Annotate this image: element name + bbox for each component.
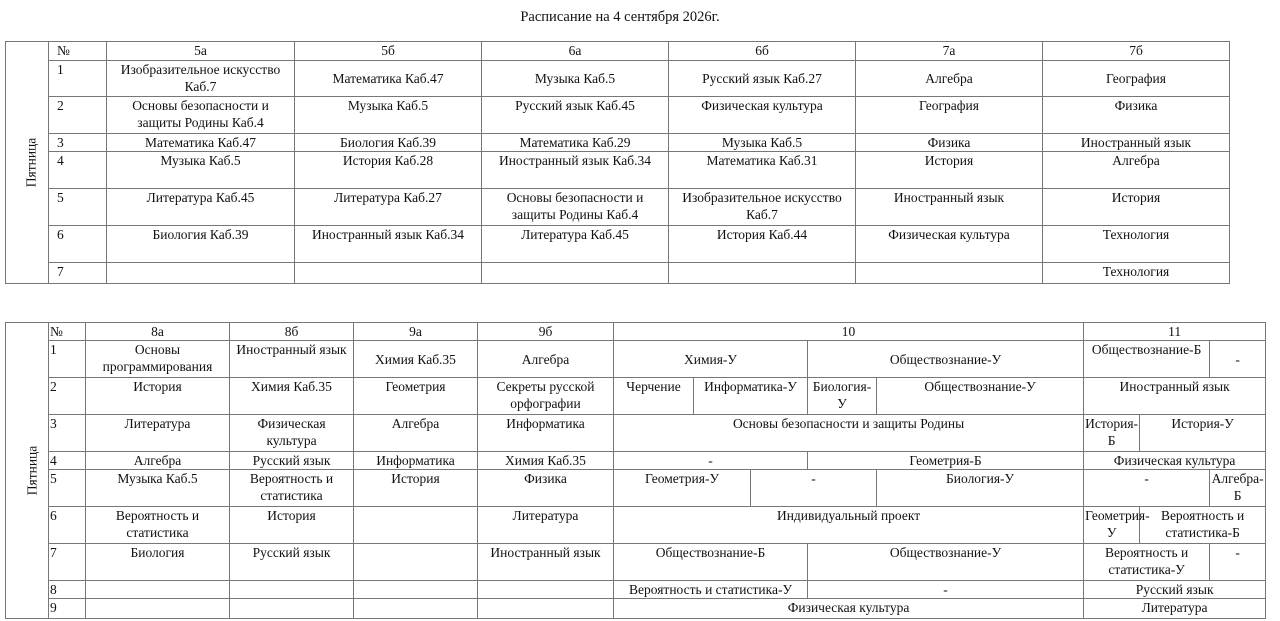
lesson-cell: - xyxy=(751,470,877,507)
lesson-cell: Биология Каб.39 xyxy=(295,134,482,152)
table-row xyxy=(6,452,1266,470)
number-header: № xyxy=(49,323,86,341)
table-row xyxy=(6,415,1266,452)
lesson-cell: Музыка Каб.5 xyxy=(107,152,295,189)
class-header: 7б xyxy=(1043,42,1230,61)
table-row xyxy=(6,263,1230,284)
lesson-cell: Русский язык xyxy=(230,452,354,470)
lesson-cell: История xyxy=(856,152,1043,189)
lesson-cell: Физическая культура xyxy=(856,226,1043,263)
lesson-cell xyxy=(354,507,478,544)
class-header: 8б xyxy=(230,323,354,341)
lesson-cell: Основы безопасности и защиты Родины xyxy=(614,415,1084,452)
lesson-cell: Иностранный язык xyxy=(230,341,354,378)
table-row xyxy=(6,581,1266,599)
class-header: 11 xyxy=(1084,323,1266,341)
table-row xyxy=(6,61,1230,97)
lesson-cell: Информатика-У xyxy=(694,378,808,415)
lesson-cell: Иностранный язык xyxy=(1043,134,1230,152)
lesson-cell: История Каб.28 xyxy=(295,152,482,189)
lesson-cell: Биология-У xyxy=(808,378,877,415)
lesson-cell: Русский язык Каб.45 xyxy=(482,97,669,134)
class-header: 10 xyxy=(614,323,1084,341)
lesson-cell: Физическая культура xyxy=(1084,452,1266,470)
lesson-cell: Секреты русской орфографии xyxy=(478,378,614,415)
lesson-number: 3 xyxy=(49,134,107,152)
lesson-cell: Вероятность и статистика xyxy=(86,507,230,544)
lesson-cell: Русский язык xyxy=(1084,581,1266,599)
lesson-cell: Биология xyxy=(86,544,230,581)
lesson-cell xyxy=(230,581,354,599)
lesson-cell: Физическая культура xyxy=(669,97,856,134)
lesson-cell: Вероятность и статистика xyxy=(230,470,354,507)
lesson-cell: Биология-У xyxy=(877,470,1084,507)
lesson-cell: Индивидуальный проект xyxy=(614,507,1084,544)
lesson-cell: Информатика xyxy=(478,415,614,452)
lesson-cell: Русский язык xyxy=(230,544,354,581)
lesson-cell: Алгебра-Б xyxy=(1210,470,1266,507)
lesson-cell: Иностранный язык xyxy=(856,189,1043,226)
lesson-cell: Химия Каб.35 xyxy=(230,378,354,415)
lesson-number: 7 xyxy=(49,544,86,581)
lesson-number: 1 xyxy=(49,341,86,378)
lesson-cell: Литература xyxy=(86,415,230,452)
lesson-cell: Иностранный язык xyxy=(1084,378,1266,415)
lesson-cell: Физическая культура xyxy=(230,415,354,452)
lesson-cell: Изобразительное искусство Каб.7 xyxy=(669,189,856,226)
lesson-cell: Музыка Каб.5 xyxy=(86,470,230,507)
lesson-cell xyxy=(478,599,614,619)
class-header: 6б xyxy=(669,42,856,61)
lesson-cell: Литература Каб.45 xyxy=(107,189,295,226)
lesson-number: 8 xyxy=(49,581,86,599)
lesson-cell: Биология Каб.39 xyxy=(107,226,295,263)
lesson-cell: - xyxy=(808,581,1084,599)
lesson-cell: Геометрия-У xyxy=(1084,507,1140,544)
lesson-number: 9 xyxy=(49,599,86,619)
lesson-cell: Изобразительное искусство Каб.7 xyxy=(107,61,295,97)
lesson-cell xyxy=(295,263,482,284)
lesson-cell: Физика xyxy=(478,470,614,507)
lesson-cell: Технология xyxy=(1043,263,1230,284)
table-row xyxy=(6,152,1230,189)
lesson-number: 6 xyxy=(49,226,107,263)
schedule-table-grades-8-11 xyxy=(5,322,1266,619)
lesson-cell: Математика Каб.47 xyxy=(107,134,295,152)
page-title: Расписание на 4 сентября 2026г. xyxy=(520,9,720,25)
lesson-cell: Алгебра xyxy=(354,415,478,452)
table-row xyxy=(6,97,1230,134)
lesson-cell: Вероятность и статистика-Б xyxy=(1140,507,1266,544)
table-row xyxy=(6,470,1266,507)
lesson-cell: Музыка Каб.5 xyxy=(295,97,482,134)
lesson-cell: История-У xyxy=(1140,415,1266,452)
lesson-cell: Литература Каб.45 xyxy=(482,226,669,263)
lesson-cell: Русский язык Каб.27 xyxy=(669,61,856,97)
lesson-cell: Обществознание-У xyxy=(808,341,1084,378)
lesson-cell: Математика Каб.29 xyxy=(482,134,669,152)
lesson-cell: Геометрия-Б xyxy=(808,452,1084,470)
class-header: 6а xyxy=(482,42,669,61)
table-row xyxy=(6,226,1230,263)
lesson-cell: История-Б xyxy=(1084,415,1140,452)
lesson-cell: Литература Каб.27 xyxy=(295,189,482,226)
table-row xyxy=(6,189,1230,226)
lesson-cell: Иностранный язык Каб.34 xyxy=(482,152,669,189)
day-label: Пятница xyxy=(24,445,40,496)
lesson-cell: - xyxy=(614,452,808,470)
class-header: 5б xyxy=(295,42,482,61)
schedule-table-grades-5-7 xyxy=(5,41,1230,284)
lesson-cell: Физика xyxy=(856,134,1043,152)
lesson-cell xyxy=(478,581,614,599)
lesson-cell: - xyxy=(1210,341,1266,378)
table-row xyxy=(6,341,1266,378)
lesson-cell: История xyxy=(354,470,478,507)
lesson-cell: География xyxy=(1043,61,1230,97)
lesson-number: 1 xyxy=(49,61,107,97)
lesson-cell: Вероятность и статистика-У xyxy=(614,581,808,599)
lesson-number: 6 xyxy=(49,507,86,544)
lesson-number: 5 xyxy=(49,189,107,226)
lesson-cell: История xyxy=(230,507,354,544)
lesson-cell: Физическая культура xyxy=(614,599,1084,619)
lesson-cell: Иностранный язык Каб.34 xyxy=(295,226,482,263)
lesson-cell: Геометрия xyxy=(354,378,478,415)
lesson-cell xyxy=(482,263,669,284)
lesson-cell: Обществознание-У xyxy=(808,544,1084,581)
lesson-cell: География xyxy=(856,97,1043,134)
class-header: 9б xyxy=(478,323,614,341)
class-header: 8а xyxy=(86,323,230,341)
lesson-cell: Основы программирования xyxy=(86,341,230,378)
lesson-cell: Обществознание-У xyxy=(877,378,1084,415)
lesson-number: 5 xyxy=(49,470,86,507)
lesson-cell: Основы безопасности и защиты Родины Каб.4 xyxy=(107,97,295,134)
lesson-cell: Геометрия-У xyxy=(614,470,751,507)
class-header: 7а xyxy=(856,42,1043,61)
lesson-cell: Технология xyxy=(1043,226,1230,263)
day-cell xyxy=(6,323,49,619)
lesson-number: 7 xyxy=(49,263,107,284)
lesson-cell: Обществознание-Б xyxy=(1084,341,1210,378)
lesson-cell xyxy=(669,263,856,284)
lesson-cell: Химия Каб.35 xyxy=(478,452,614,470)
lesson-cell: Музыка Каб.5 xyxy=(482,61,669,97)
lesson-cell: Алгебра xyxy=(856,61,1043,97)
lesson-cell: Основы безопасности и защиты Родины Каб.4 xyxy=(482,189,669,226)
lesson-cell xyxy=(354,544,478,581)
lesson-cell: Алгебра xyxy=(86,452,230,470)
lesson-cell: Математика Каб.31 xyxy=(669,152,856,189)
lesson-cell: Музыка Каб.5 xyxy=(669,134,856,152)
lesson-cell: - xyxy=(1084,470,1210,507)
lesson-cell: Алгебра xyxy=(478,341,614,378)
lesson-cell: Алгебра xyxy=(1043,152,1230,189)
day-label: Пятница xyxy=(23,137,39,188)
lesson-cell: История Каб.44 xyxy=(669,226,856,263)
class-header: 9а xyxy=(354,323,478,341)
lesson-cell xyxy=(354,599,478,619)
lesson-cell: Литература xyxy=(1084,599,1266,619)
table-row xyxy=(6,378,1266,415)
number-header: № xyxy=(49,42,107,61)
table-row xyxy=(6,134,1230,152)
lesson-cell: - xyxy=(1210,544,1266,581)
lesson-cell xyxy=(354,581,478,599)
lesson-cell: Вероятность и статистика-У xyxy=(1084,544,1210,581)
lesson-cell: Математика Каб.47 xyxy=(295,61,482,97)
lesson-cell: Черчение xyxy=(614,378,694,415)
lesson-cell xyxy=(856,263,1043,284)
lesson-number: 4 xyxy=(49,152,107,189)
lesson-cell: Химия-У xyxy=(614,341,808,378)
table-row xyxy=(6,544,1266,581)
lesson-cell: Обществознание-Б xyxy=(614,544,808,581)
lesson-cell: Иностранный язык xyxy=(478,544,614,581)
lesson-cell: Литература xyxy=(478,507,614,544)
lesson-cell xyxy=(107,263,295,284)
lesson-cell xyxy=(86,581,230,599)
lesson-cell: Физика xyxy=(1043,97,1230,134)
lesson-cell: История xyxy=(1043,189,1230,226)
lesson-cell: Химия Каб.35 xyxy=(354,341,478,378)
table-row xyxy=(6,507,1266,544)
class-header: 5а xyxy=(107,42,295,61)
lesson-cell xyxy=(230,599,354,619)
lesson-cell: Информатика xyxy=(354,452,478,470)
lesson-cell: История xyxy=(86,378,230,415)
lesson-number: 2 xyxy=(49,378,86,415)
day-cell xyxy=(6,42,49,284)
table-row xyxy=(6,599,1266,619)
lesson-number: 3 xyxy=(49,415,86,452)
lesson-number: 2 xyxy=(49,97,107,134)
lesson-cell xyxy=(86,599,230,619)
lesson-number: 4 xyxy=(49,452,86,470)
